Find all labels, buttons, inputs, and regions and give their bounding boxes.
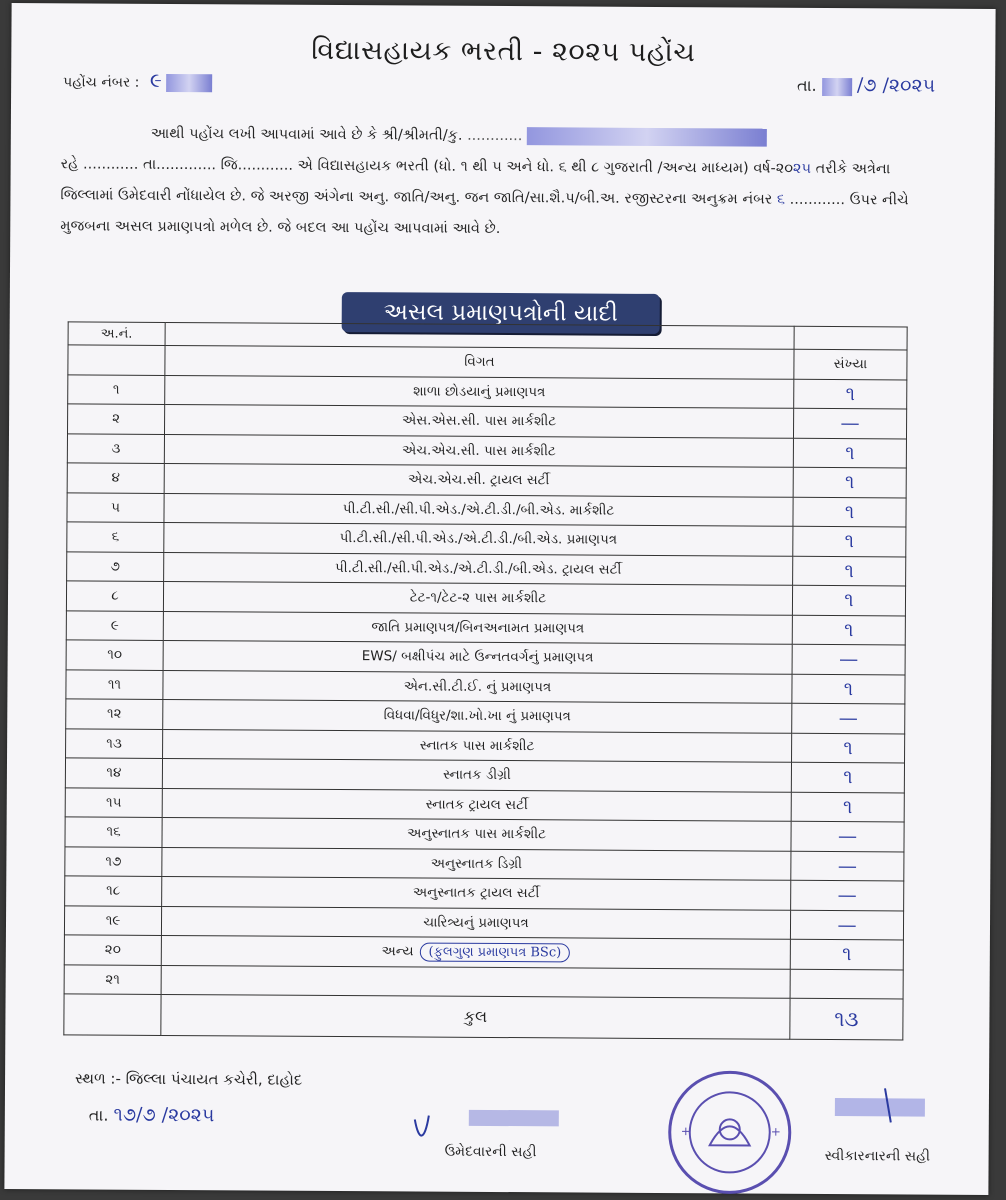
row-detail: સ્નાતક ડીગ્રી [442,766,511,784]
certificate-list-heading: અસલ પ્રમાણપત્રોની યાદી [342,292,660,334]
row-qty: ૧ [844,618,854,641]
row-detail: ટેટ-૧/ટેટ-૨ પાસ માર્કશીટ [409,589,547,607]
row-serial: ૮ [66,581,163,611]
row-serial: ૫ [67,492,164,522]
row-detail-cell [161,935,790,968]
row-detail: અનુસ્નાતક ટ્રાયલ સર્ટી [412,884,540,902]
row-qty: ૧ [845,441,855,464]
row-detail-cell [165,404,794,437]
row-serial: ૧૫ [65,787,162,817]
receipt-paragraph: આથી પહોંચ લખી આપવામાં આવે છે કે શ્રી/શ્રીમતી/કુ. ............ રહે ............ તા............. જિ............ એ વિદ્યાસહાયક ભરતી (ધો. ૧ થી ૫ અને ધો. ૬ થી ૮ ગુજરાતી /અન્ય માધ્યમ) વર્ષ-૨૦૨૫ તરીકે અત્રેના જિલ્લામાં ઉમેદવારી નોંધાયેલ છે. જે અરજી અંગેના અનુ. જાતિ/અનુ. જન જાતિ/સા.શૈ.પ/બી.અ. રજીસ્ટરના અનુક્રમ નંબર ૬ ............ ઉપર નીચે મુજબના અસલ પ્રમાણપત્રો મળેલ છે. જે બદલ આ પહોંચ આપવામાં આવે છે. [60,125,909,237]
row-qty-cell [793,497,906,527]
row-detail-cell [164,434,793,467]
row-detail-cell [164,463,793,496]
candidate-signature-label: ઉમેદવારની સહી [444,1143,537,1161]
paragraph-line4: ............ ઉપર નીચે મુજબના અસલ પ્રમાણપત્રો મળેલ છે. જે બદલ આ પહોંચ આપવામાં આવે છે. [60,191,909,237]
row-detail-cell [163,699,792,732]
serial-handwritten: ૬ [776,191,786,208]
row-serial: ૧૪ [65,758,162,788]
row-detail-cell [163,640,792,673]
top-date-label: તા. [796,75,817,95]
row-qty: ૧ [844,559,854,582]
receipt-number [63,67,212,92]
row-serial: ૨ [68,404,165,434]
row-qty-cell [792,615,905,645]
paragraph-line3: તરીકે અત્રેના જિલ્લામાં ઉમેદવારી નોંધાયેલ છે. જે અરજી અંગેના અનુ. જાતિ/અનુ. જન જાતિ/સા.શૈ.પ/બી.અ. રજીસ્ટરના અનુક્રમ નંબર [60,160,891,208]
row-qty: — [837,854,857,877]
row-serial: ૧૦ [66,640,163,670]
row-qty-cell [792,733,905,763]
row-serial: ૧ [68,374,165,404]
row-detail: ચારિત્ર્યનું પ્રમાણપત્ર [423,914,529,931]
subheader-serial [68,345,165,375]
total-label: કુલ [161,994,790,1039]
row-qty: ૧ [844,589,854,612]
row-detail-cell [162,876,791,909]
svg-text:+: + [680,1124,691,1139]
row-qty: ૧ [844,500,855,523]
row-detail-cell [162,788,791,821]
header-qty [794,326,907,350]
row-detail-cell [163,581,792,614]
row-detail-cell [163,670,792,703]
row-serial: ૧૬ [65,817,162,847]
row-qty-cell [791,880,904,910]
row-qty-cell [791,762,904,792]
row-qty-cell [793,526,906,556]
row-qty: ૧ [845,382,855,405]
row-qty-cell [794,379,907,409]
place-line: સ્થળ :- જિલ્લા પંચાયત કચેરી, દાહોદ [75,1069,303,1089]
row-serial: ૧૩ [66,728,163,758]
bottom-date [89,1103,215,1126]
row-detail: વિધવા/વિધુર/શા.ખો.ખા નું પ્રમાણપત્ર [383,707,571,725]
row-qty: ૧ [843,677,854,700]
row-qty-cell [790,939,903,969]
row-detail: એચ.એચ.સી. ટ્રાયલ સર્ટી [407,471,550,489]
row-detail: EWS/ બક્ષીપંચ માટે ઉન્નતવર્ગનું પ્રમાણપત્ર [361,648,594,666]
header-serial: અ.નં. [68,322,165,346]
row-qty-cell [793,556,906,586]
paragraph-line2: રહે ............ તા............. જિ............ એ વિદ્યાસહાયક ભરતી (ધો. ૧ થી ૫ અને ધો. ૬ થી ૮ ગુજરાતી /અન્ય માધ્યમ) વર્ષ-૨૦ [60,156,794,177]
receiver-signature-label: સ્વીકારનારની સહી [824,1147,931,1165]
office-seal [664,1067,795,1198]
row-qty: ૧ [843,766,853,789]
row-qty-cell [790,969,903,999]
row-serial: ૧૭ [65,846,162,876]
redaction [166,74,212,92]
row-serial: ૨૦ [64,935,161,965]
row-detail-cell [162,817,791,850]
row-detail: પી.ટી.સી./સી.પી.એડ./એ.ટી.ડી./બી.એડ. માર્કશીટ [342,500,615,519]
receipt-number-value: ૯ [149,67,162,92]
row-qty-cell [791,851,904,881]
row-detail-cell [164,552,793,585]
total-value-cell [790,998,903,1040]
row-qty: — [838,707,858,730]
candidate-signature [409,1101,589,1146]
row-detail: સ્નાતક પાસ માર્કશીટ [419,737,535,754]
receiver-signature [825,1082,935,1133]
row-detail-cell [163,729,792,762]
row-serial: ૧૮ [65,876,162,906]
row-qty: ૧ [843,795,853,818]
row-detail: અનુસ્નાતક પાસ માર્કશીટ [407,825,547,843]
row-detail-cell [162,758,791,791]
row-detail: શાળા છોડયાનું પ્રમાણપત્ર [413,383,546,401]
row-serial: ૪ [67,463,164,493]
row-detail: પી.ટી.સી./સી.પી.એડ./એ.ટી.ડી./બી.એડ. ટ્રાયલ સર્ટી [334,559,622,578]
row-detail-cell [165,375,794,408]
row-detail-cell [164,493,793,526]
row-qty-cell [792,674,905,704]
page-title: વિદ્યાસહાયક ભરતી - ૨૦૨૫ પહોંચ [311,34,696,69]
subheader-detail: વિગત [165,345,794,378]
row-qty-cell [792,703,905,733]
receipt-paper [4,3,995,1195]
row-detail-cell [163,611,792,644]
row-detail: સ્નાતક ટ્રાયલ સર્ટી [425,796,528,813]
row-qty-cell [791,792,904,822]
row-detail-cell [161,965,790,998]
paragraph-line1: આથી પહોંચ લખી આપવામાં આવે છે કે શ્રી/શ્રીમતી/કુ. [150,125,463,144]
redaction [822,77,852,95]
row-detail: અનુસ્નાતક ડિગ્રી [430,855,523,872]
total-serial [64,994,161,1036]
total-value: ૧૩ [834,1006,859,1031]
row-serial: ૧૨ [66,699,163,729]
row-qty: — [839,648,859,671]
bottom-date-value: ૧૭/૭ /૨૦૨૫ [113,1103,215,1127]
row-qty: — [837,884,857,907]
row-detail: જાતિ પ્રમાણપત્ર/બિનઅનામત પ્રમાણપત્ર [371,618,585,637]
subheader-qty: સંખ્યા [794,349,907,379]
row-detail: પી.ટી.સી./સી.પી.એડ./એ.ટી.ડી./બી.એડ. પ્રમાણપત્ર [339,530,618,548]
row-qty: ૧ [844,530,855,553]
row-qty-cell [792,644,905,674]
table-total-row [64,994,903,1040]
row-qty: ૧ [842,943,852,966]
row-serial: ૨૧ [64,964,161,994]
row-qty: — [837,825,858,848]
row-qty: — [840,412,860,435]
row-qty-cell [793,408,906,438]
row-detail-cell [161,906,790,939]
row-detail: અન્ય [381,943,414,960]
row-qty-cell [791,821,904,851]
row-detail: એચ.એચ.સી. પાસ માર્કશીટ [401,442,556,460]
row-qty-cell [792,585,905,615]
row-serial: ૭ [67,551,164,581]
year-handwritten: ૨૫ [792,160,812,177]
row-qty-cell [793,467,906,497]
row-serial: ૬ [67,522,164,552]
row-serial: ૧૧ [66,669,163,699]
row-serial: ૧૯ [64,905,161,935]
row-serial: ૯ [66,610,163,640]
receipt-number-label: પહોંચ નંબર : [63,74,140,91]
row-qty: — [837,913,857,936]
top-date-value: /૭ /૨૦૨૫ [856,74,936,97]
row-detail-cell [162,847,791,880]
row-qty-cell [793,438,906,468]
certificate-table [63,321,907,1040]
top-date [797,74,935,97]
row-detail: એન.સી.ટી.ઈ. નું પ્રમાણપત્ર [403,678,552,696]
row-qty: ૧ [843,736,853,759]
other-certificate-note: (ફુલગુણ પ્રમાણપત્ર BSc) [419,943,570,963]
bottom-date-label: તા. [88,1105,109,1125]
row-qty: ૧ [844,471,855,494]
row-detail-cell [164,522,793,555]
row-detail: એસ.એસ.સી. પાસ માર્કશીટ [401,412,557,430]
row-qty-cell [790,910,903,940]
redaction [527,127,767,146]
svg-text:+: + [770,1124,781,1139]
row-serial: ૩ [67,433,164,463]
